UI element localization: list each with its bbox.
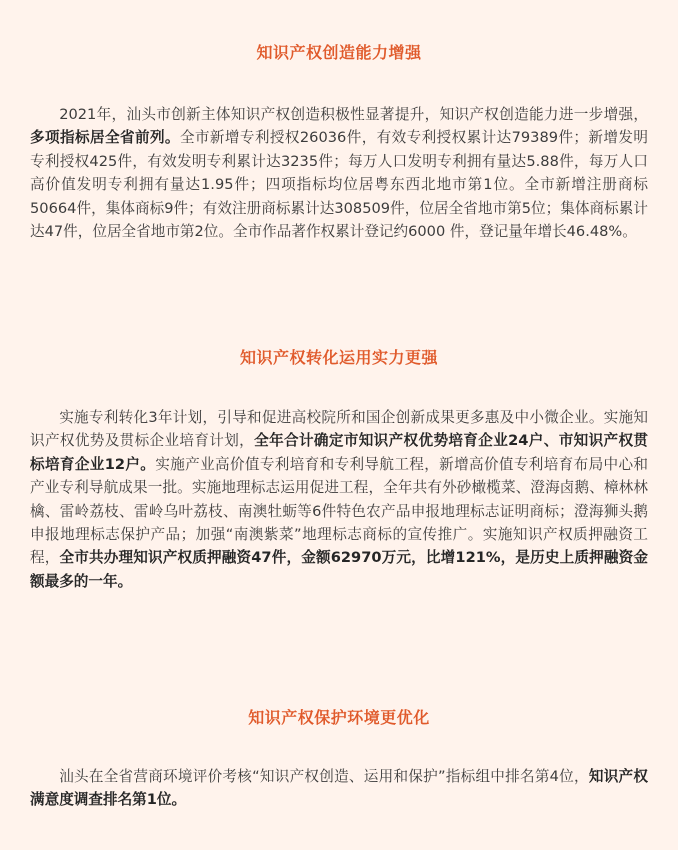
section-heading: 知识产权转化运用实力更强 xyxy=(239,348,438,367)
paragraph-bold-run: 全市共办理知识产权质押融资47件，金额62970万元，比增121%，是历史上质押融资金额最多的一年。 xyxy=(30,549,648,590)
paragraph-bold-run: 全年合计确定市知识产权优势培育企业24户、市知识产权贯标培育企业12户。 xyxy=(30,432,648,473)
section-heading: 知识产权创造能力增强 xyxy=(256,43,422,62)
paragraph-run: 汕头在全省营商环境评价考核“知识产权创造、运用和保护”指标组中排名第4位， xyxy=(59,768,589,785)
paragraph-run: 全市新增专利授权26036件，有效专利授权累计达79389件；新增发明专利授权425件，有效发明专利累计达3235件；每万人口发明专利拥有量达5.88件，每万人口高价值发明专利拥有量达1.95件；四项指标均位居粤东西北地市第1位。全市新增注册商标50664件，集体商标9件；有效注册商标累计达308509件，位居全省地市第5位；集体商标累计达47件，位居全省地市第2位。全市作品著作权累计登记约6000 件，登记量年增长46.48%。 xyxy=(30,129,648,241)
paragraph-run: 2021年，汕头市创新主体知识产权创造积极性显著提升，知识产权创造能力进一步增强， xyxy=(59,106,648,123)
section-paragraph xyxy=(30,406,648,593)
section-paragraph xyxy=(30,103,648,243)
section-paragraph xyxy=(30,765,648,812)
paragraph-run: 实施专利转化3年计划，引导和促进高校院所和国企创新成果更多惠及中小微企业。实施知识产权优势及贯标企业培育计划， xyxy=(30,409,648,450)
paragraph-bold-run: 知识产权满意度调查排名第1位。 xyxy=(30,768,648,809)
paragraph-run: 实施产业高价值专利培育和专利导航工程，新增高价值专利培育布局中心和产业专利导航成果一批。实施地理标志运用促进工程，全年共有外砂橄榄菜、澄海卤鹅、樟林林檎、雷岭荔枝、雷岭乌叶荔枝、南澳牡蛎等6件特色农产品申报地理标志证明商标；澄海狮头鹅申报地理标志保护产品；加强“南澳紫菜”地理标志商标的宣传推广。实施知识产权质押融资工程， xyxy=(30,455,648,567)
section-heading: 知识产权保护环境更优化 xyxy=(248,708,430,727)
paragraph-bold-run: 多项指标居全省前列。 xyxy=(30,129,180,147)
